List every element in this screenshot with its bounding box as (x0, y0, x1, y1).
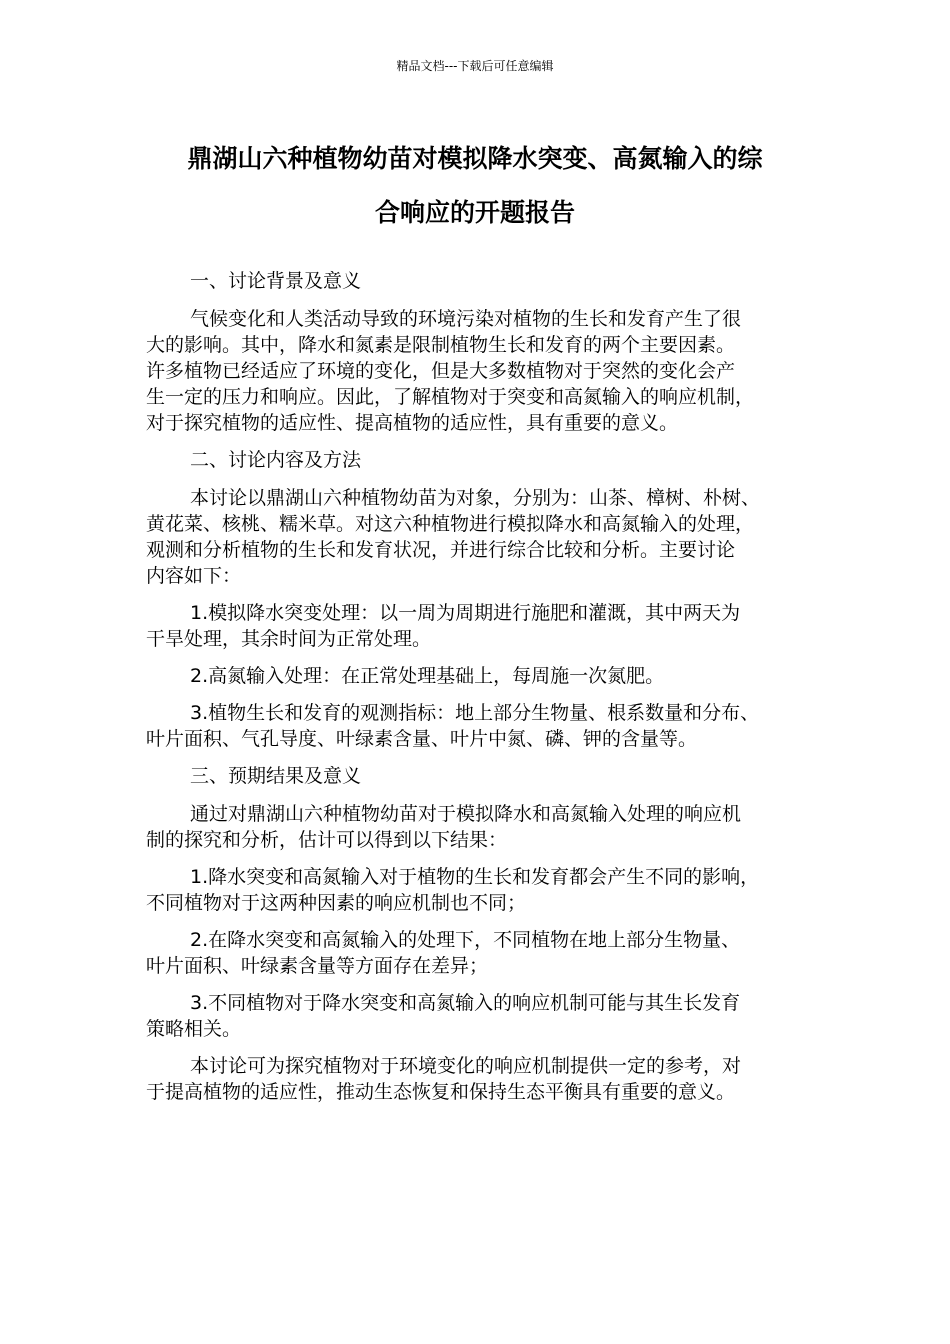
text-line: 本讨论以鼎湖山六种植物幼苗为对象，分别为：山茶、樟树、朴树、 (190, 487, 761, 509)
text-line: 许多植物已经适应了环境的变化，但是大多数植物对于突然的变化会产 (146, 360, 736, 382)
text-line: 2.在降水突变和高氮输入的处理下，不同植物在地上部分生物量、 (190, 929, 741, 951)
text-line: 叶片面积、叶绿素含量等方面存在差异； (146, 955, 489, 977)
document-title (120, 132, 830, 240)
text-line: 内容如下： (146, 565, 242, 587)
text-line: 1.模拟降水突变处理：以一周为周期进行施肥和灌溉，其中两天为 (190, 602, 741, 624)
text-line: 1.降水突变和高氮输入对于植物的生长和发育都会产生不同的影响， (190, 866, 760, 888)
header-note: 精品文档---下载后可任意编辑 (396, 59, 554, 73)
text-line: 气候变化和人类活动导致的环境污染对植物的生长和发育产生了很 (190, 308, 742, 330)
list-item-observation-indicators (146, 700, 808, 752)
document-body (146, 268, 808, 1116)
text-line: 3.不同植物对于降水突变和高氮输入的响应机制可能与其生长发育 (190, 992, 741, 1014)
paragraph-significance (146, 1053, 808, 1105)
text-line: 不同植物对于这两种因素的响应机制也不同； (146, 892, 527, 914)
text-line: 通过对鼎湖山六种植物幼苗对于模拟降水和高氮输入处理的响应机 (190, 803, 742, 825)
text-line: 大的影响。其中，降水和氮素是限制植物生长和发育的两个主要因素。 (146, 334, 736, 356)
text-line: 于提高植物的适应性，推动生态恢复和保持生态平衡具有重要的意义。 (146, 1081, 736, 1103)
text-line: 策略相关。 (146, 1018, 242, 1040)
text-line: 观测和分析植物的生长和发育状况，并进行综合比较和分析。主要讨论 (146, 539, 736, 561)
text-line: 本讨论可为探究植物对于环境变化的响应机制提供一定的参考，对 (190, 1055, 742, 1077)
title-line-2: 合响应的开题报告 (374, 198, 575, 227)
title-line-1: 鼎湖山六种植物幼苗对模拟降水突变、高氮输入的综 (187, 144, 763, 173)
paragraph-content-intro (146, 485, 808, 589)
list-item-nitrogen-treatment (146, 663, 808, 689)
text-line: 黄花菜、核桃、糯米草。对这六种植物进行模拟降水和高氮输入的处理， (146, 513, 755, 535)
list-item-result-1 (146, 864, 808, 916)
section-heading-background: 一、讨论背景及意义 (190, 270, 362, 292)
section-heading-expected-results: 三、预期结果及意义 (190, 765, 362, 787)
list-item-result-3 (146, 990, 808, 1042)
text-line: 生一定的压力和响应。因此，了解植物对于突变和高氮输入的响应机制， (146, 386, 755, 408)
text-line: 3.植物生长和发育的观测指标：地上部分生物量、根系数量和分布、 (190, 702, 760, 724)
section-heading-content-methods: 二、讨论内容及方法 (190, 449, 362, 471)
list-item-result-2 (146, 927, 808, 979)
text-line: 2.高氮输入处理：在正常处理基础上，每周施一次氮肥。 (190, 665, 665, 687)
paragraph-background (146, 306, 808, 436)
text-line: 叶片面积、气孔导度、叶绿素含量、叶片中氮、磷、钾的含量等。 (146, 728, 698, 750)
paragraph-results-intro (146, 801, 808, 853)
list-item-rainfall-treatment (146, 600, 808, 652)
text-line: 干旱处理，其余时间为正常处理。 (146, 628, 432, 650)
text-line: 对于探究植物的适应性、提高植物的适应性，具有重要的意义。 (146, 412, 679, 434)
text-line: 制的探究和分析，估计可以得到以下结果： (146, 829, 508, 851)
